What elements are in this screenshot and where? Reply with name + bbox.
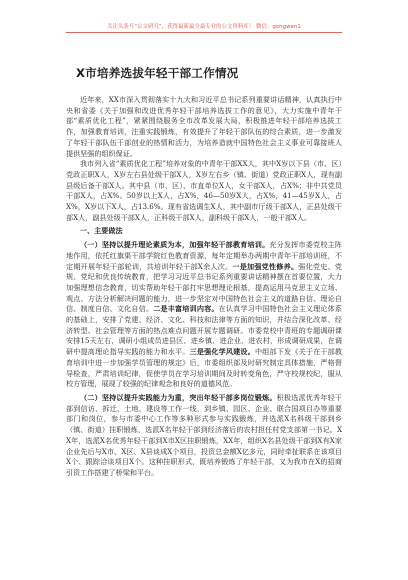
training-paragraph [66, 240, 342, 390]
practice-paragraph [66, 393, 342, 479]
practice-lead: （二）坚持以提升实践能力为重，突出年轻干部多岗位锻炼。 [80, 392, 277, 402]
intro-paragraph: 近年来，XX市深入贯彻落实十九大和习近平总书记系列重要讲话精神，认真执行中央和省委《关于加强和改进优秀年轻干部培养选拔工作的意见》，大力实施中青年干部“素质优化工程”，紧紧围绕服务全市改革发展大局，积极推进年轻干部培养选拔工作，加强教育培训，注重实践锻炼，有效提升了年轻干部队伍的综合素质，进一步激发了年轻干部队伍干部创业的热情和活力，为培养造就中国特色社会主义事业可靠接班人提供坚强的组织保证。 [66, 95, 342, 158]
promo-banner[interactable]: 关注头条号“公文研究”，获得最新最全最专业的公文资料库！ 微信：gongwen1 [107, 24, 301, 30]
training-content-lead: 二是丰富培训内容。 [153, 304, 219, 314]
training-content-text: 在认真学习中国特色社会主义理论体系的基础上，安排了党建、经济、文化、科技和法律等方面的知识，并结合深化改革、经济转型、社会管理等方面的热点难点问题开展专题调研。市委党校中青班的专题调研课安排15天左右，调研小组成员进县区、进乡镇、进企业、进农村，形成调研成果，在调研中提高理论指导实践的能力和水平。 [66, 304, 343, 357]
party-spirit-lead: 一是加强党性修养。 [232, 261, 299, 271]
training-text: 充分发挥市委党校主阵地作用，依托红旗渠干部学院红色教育资源，每年定期举办两期中青年干部培训班，不定期开展年轻干部轮训，共培训年轻干部X余人次。 [66, 240, 342, 271]
banner-divider [66, 32, 342, 33]
study-style-lead: 三是强化学风建设。 [189, 347, 255, 357]
document-title: X市培养选拔年轻干部工作情况 [76, 66, 239, 80]
party-spirit-text: 强化党史、党规、党纪和优良传统教育，把学习习近平总书记系列重要讲话精神摆在首要位置，大力加强理想信念教育，切实帮助年轻干部打牢思想理论根基，提高运用马克思主义立场、观点、方法分析解决问题的能力，进一步坚定对中国特色社会主义的道路自信、理论自信、制度自信、文化自信。 [66, 261, 343, 314]
section-heading-main-practices: 一、主要做法 [80, 226, 123, 236]
training-lead: （一）坚持以提升理论素质为本，加强年轻干部教育培训。 [80, 240, 270, 250]
practice-text: 积极选派优秀年轻干部到信访、拆迁、土地、建设等工作一线，到乡镇、园区、企业、联合国项目办等重要部门和岗位，参与市委中心工作等多种形式参与实践锻炼，并选派X名科级干部到乡（镇、街道）挂职锻炼，选派X名年轻干部到经济落后的农村担任村党支部第一书记。XX年，选派X名优秀年轻干部到X市X区挂职锻炼，XX年，组织X名县处级干部到X有X家企业先后与X市、X区、X县谈成X个项目，投资总金额X亿多元，同时牵扯联系在该项目X个、跟踪洽谈项目X个。这种挂职形式，既培养锻炼了年轻干部，又为我市在X的招商引资工作搭建了桥梁和平台。 [66, 392, 342, 477]
study-style-text: 中组部下发《关于在干部教育培训中进一步加强学员管理的规定》后，市委组织部及时研究制定具体措施，严格督导检查，严肃培训纪律，促使学员在学习培训期间及时转变角色，严守校规校纪，服从校方管理，展现了较强的纪律观念和良好的道德风范。 [66, 347, 343, 389]
statistics-paragraph: 我市列入省“素质优化工程”培养对象的中青年干部XX人，其中X岁以下县（市、区）党政正职X人，X岁左右县处级干部X人，X岁左右乡（镇、街道）党政正职X人，现有副县级后备干部X人。其中县（市、区）、市直单位X人，女干部X人，占X%；非中共党员干部X人，占X%。50岁以上X人，占X%，46—50岁X人，占X%，41—45岁X人，占X%，X岁以下X人，占13.6%。现有省选调生X人，其中副市厅级干部X人，正县处级干部X人，副县处级干部X人，正科级干部X人，副科级干部X人，一般干部X人。 [66, 159, 342, 222]
document-body [66, 95, 342, 479]
